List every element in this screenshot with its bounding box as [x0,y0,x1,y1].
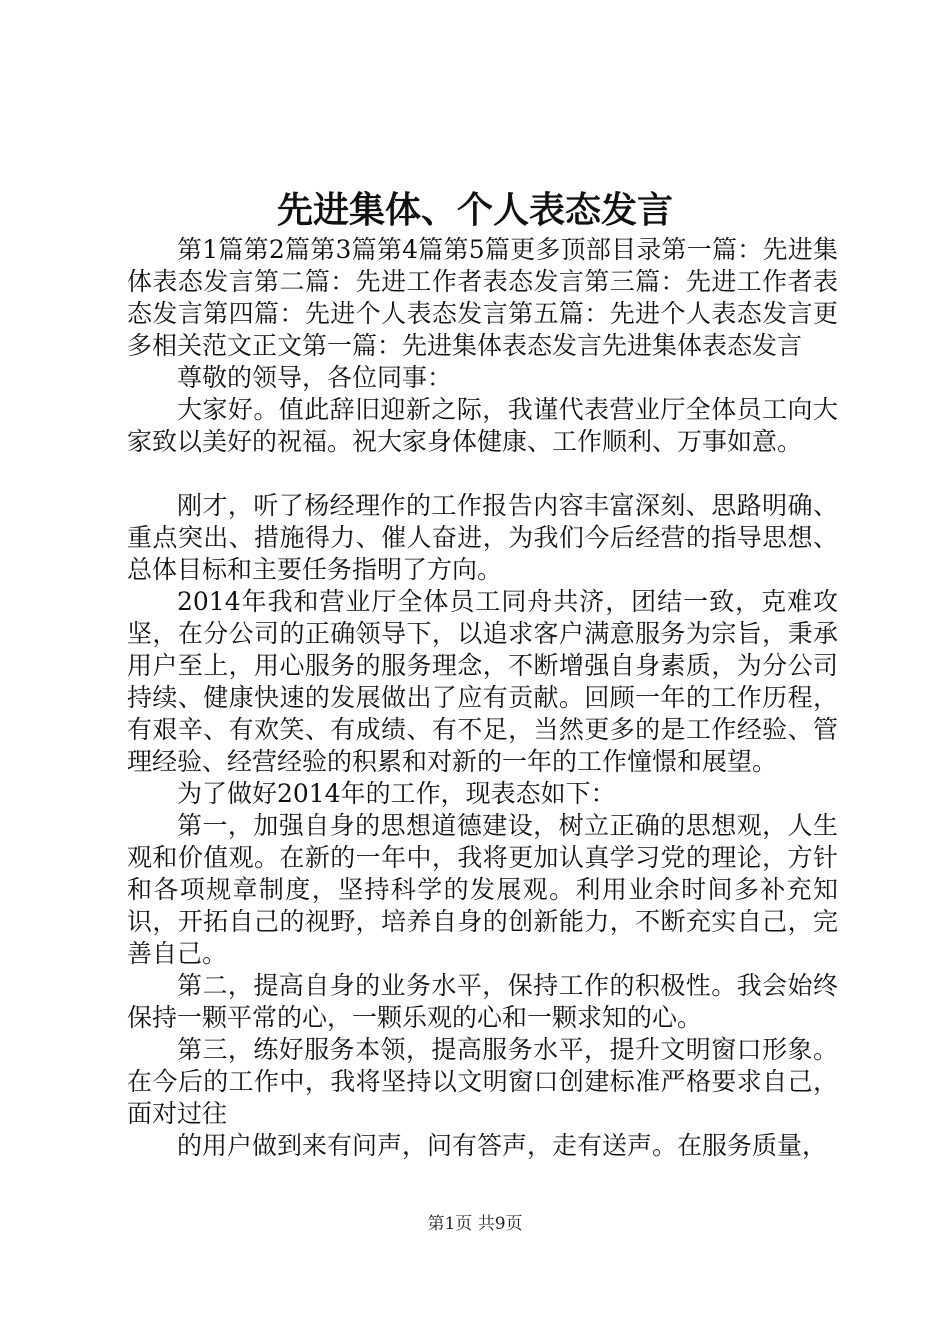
paragraph-greeting: 大家好。值此辞旧迎新之际，我谨代表营业厅全体员工向大家致以美好的祝福。祝大家身体健康、工作顺利、万事如意。 [127,395,838,456]
paragraph-report-comment: 刚才，听了杨经理作的工作报告内容丰富深刻、思路明确、重点突出、措施得力、催人奋进，为我们今后经营的指导思想、总体目标和主要任务指明了方向。 [127,491,838,584]
paragraph-salutation: 尊敬的领导，各位同事： [177,363,453,392]
paragraph-continuation: 的用户做到来有问声，问有答声，走有送声。在服务质量， [177,1131,828,1160]
paragraph-year-review: 2014年我和营业厅全体员工同舟共济，团结一致，克难攻坚，在分公司的正确领导下，以追求客户满意服务为宗旨，秉承用户至上，用心服务的服务理念，不断增强自身素质，为分公司持续、健康快速的发展做出了应有贡献。回顾一年的工作历程，有艰辛、有欢笑、有成绩、有不足，当然更多的是工作经验、管理经验、经营经验的积累和对新的一年的工作憧憬和展望。 [127,587,838,776]
paragraph-table-of-contents: 第1篇第2篇第3篇第4篇第5篇更多顶部目录第一篇：先进集体表态发言第二篇：先进工作者表态发言第三篇：先进工作者表态发言第四篇：先进个人表态发言第五篇：先进个人表态发言更多相关范文正文第一篇：先进集体表态发言先进集体表态发言 [127,235,838,360]
page-number-footer: 第1页 共9页 [427,1214,523,1234]
document-body [127,234,838,1162]
paragraph-pledge-first: 第一，加强自身的思想道德建设，树立正确的思想观，人生观和价值观。在新的一年中，我将更加认真学习党的理论，方针和各项规章制度，坚持科学的发展观。利用业余时间多补充知识，开拓自己的视野，培养自身的创新能力，不断充实自己，完善自己。 [127,811,838,968]
paragraph-pledge-intro: 为了做好2014年的工作，现表态如下： [177,779,616,808]
document-title: 先进集体、个人表态发言 [276,189,673,231]
paragraph-pledge-third: 第三，练好服务本领，提高服务水平，提升文明窗口形象。在今后的工作中，我将坚持以文明窗口创建标准严格要求自己，面对过往 [127,1035,838,1128]
paragraph-pledge-second: 第二，提高自身的业务水平，保持工作的积极性。我会始终保持一颗平常的心，一颗乐观的心和一颗求知的心。 [127,971,838,1032]
